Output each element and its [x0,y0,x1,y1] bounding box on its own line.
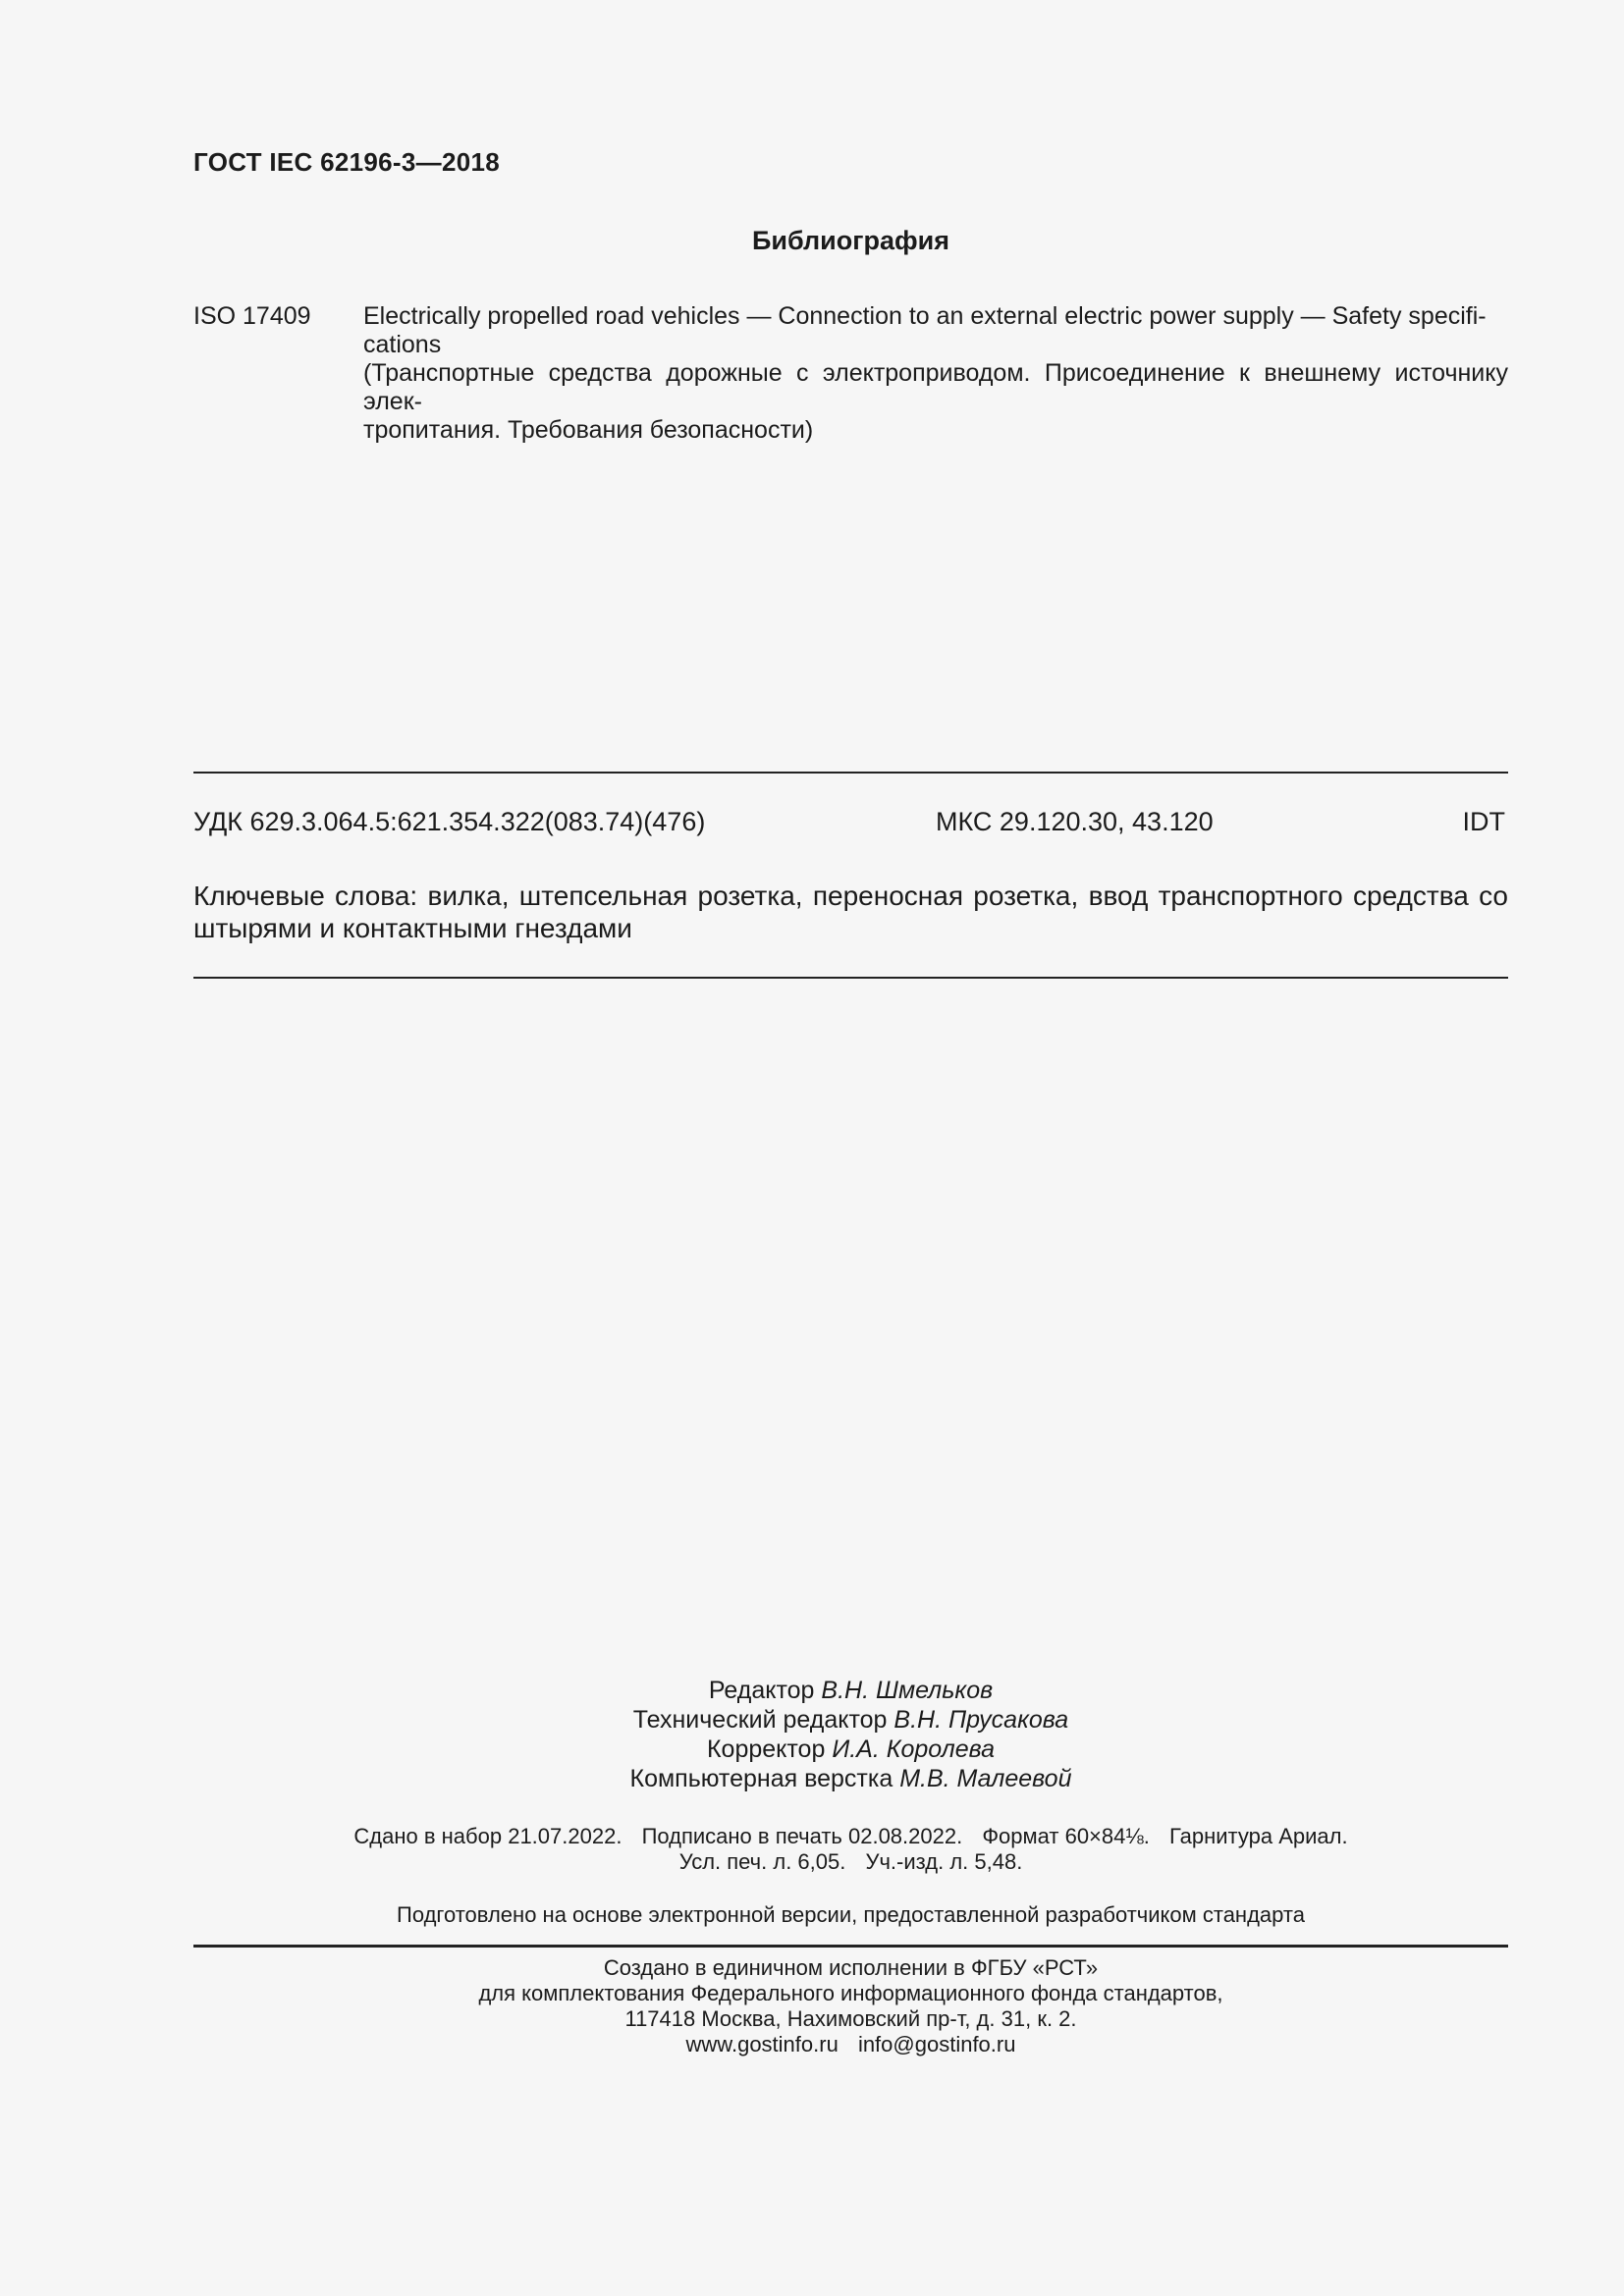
publisher-email-link[interactable]: info@gostinfo.ru [857,2032,1016,2056]
credit-role: Технический редактор [632,1706,888,1734]
publisher-line1: Создано в единичном исполнении в ФГБУ «РСТ» [603,1955,1099,1980]
mks-code: МКС 29.120.30, 43.120 [936,807,1214,836]
credit-role: Редактор [708,1677,815,1704]
typeset-date: Сдано в набор 21.07.2022. [353,1824,623,1848]
credit-name: В.Н. Прусакова [893,1706,1069,1734]
credit-role: Корректор [706,1735,826,1763]
paper-format: Формат 60×84⅛. [982,1824,1150,1848]
publisher-line2: для комплектования Федерального информационного фонда стандартов, [478,1981,1223,2005]
signed-date: Подписано в печать 02.08.2022. [641,1824,963,1848]
bibliography-entry-title-ru-line1: (Транспортные средства дорожные с электроприводом. Присоединение к внешнему источнику элек- [363,359,1508,415]
keywords: Ключевые слова: вилка, штепсельная розетка, переносная розетка, ввод транспортного средства со штырями и контактными гнездами [193,881,1508,943]
print-info-line1 [193,1824,1508,1849]
credit-name: В.Н. Шмельков [821,1677,994,1704]
credit-editor [193,1676,1508,1705]
credit-proofreader [193,1735,1508,1764]
credits-block [193,1676,1508,1793]
bibliography-entry-text [363,302,1508,445]
credit-name: М.В. Малеевой [899,1765,1072,1792]
bibliography-entry-title-en-line1: Electrically propelled road vehicles — Connection to an external electric power supply — Safety specifi- [363,302,1487,330]
udk-code: УДК 629.3.064.5:621.354.322(083.74)(476) [193,807,706,836]
bibliography-entry-title-en [363,302,1508,359]
bibliography-entry-title-ru-line2: тропитания. Требования безопасности) [363,416,814,444]
publisher-contacts [193,2032,1508,2057]
credit-name: И.А. Королева [832,1735,996,1763]
divider-bottom [193,977,1508,979]
publisher-address: 117418 Москва, Нахимовский пр-т, д. 31, к. 2. [624,2006,1077,2031]
prepared-note: Подготовлено на основе электронной версии, предоставленной разработчиком стандарта [397,1902,1305,1927]
bibliography-entry-title-ru [363,359,1508,445]
bibliography-title: Библиография [752,226,949,255]
print-sheets: Усл. печ. л. 6,05. [678,1849,846,1874]
publisher-website-link[interactable]: www.gostinfo.ru [685,2032,839,2056]
publication-sheets: Уч.-изд. л. 5,48. [865,1849,1023,1874]
typeface: Гарнитура Ариал. [1168,1824,1348,1848]
divider-top [193,772,1508,774]
credit-role: Компьютерная верстка [629,1765,893,1792]
bibliography-entry-title-en-line2: cations [363,331,442,358]
publisher-block [193,1955,1508,2057]
standard-code-header: ГОСТ IEC 62196-3—2018 [193,147,500,177]
print-info [193,1824,1508,1875]
credit-technical-editor [193,1705,1508,1735]
credit-layout [193,1764,1508,1793]
degree-of-correspondence: IDT [1462,807,1505,836]
divider-publisher [193,1945,1508,1948]
bibliography-entry-id: ISO 17409 [193,302,311,330]
print-info-line2 [193,1849,1508,1875]
